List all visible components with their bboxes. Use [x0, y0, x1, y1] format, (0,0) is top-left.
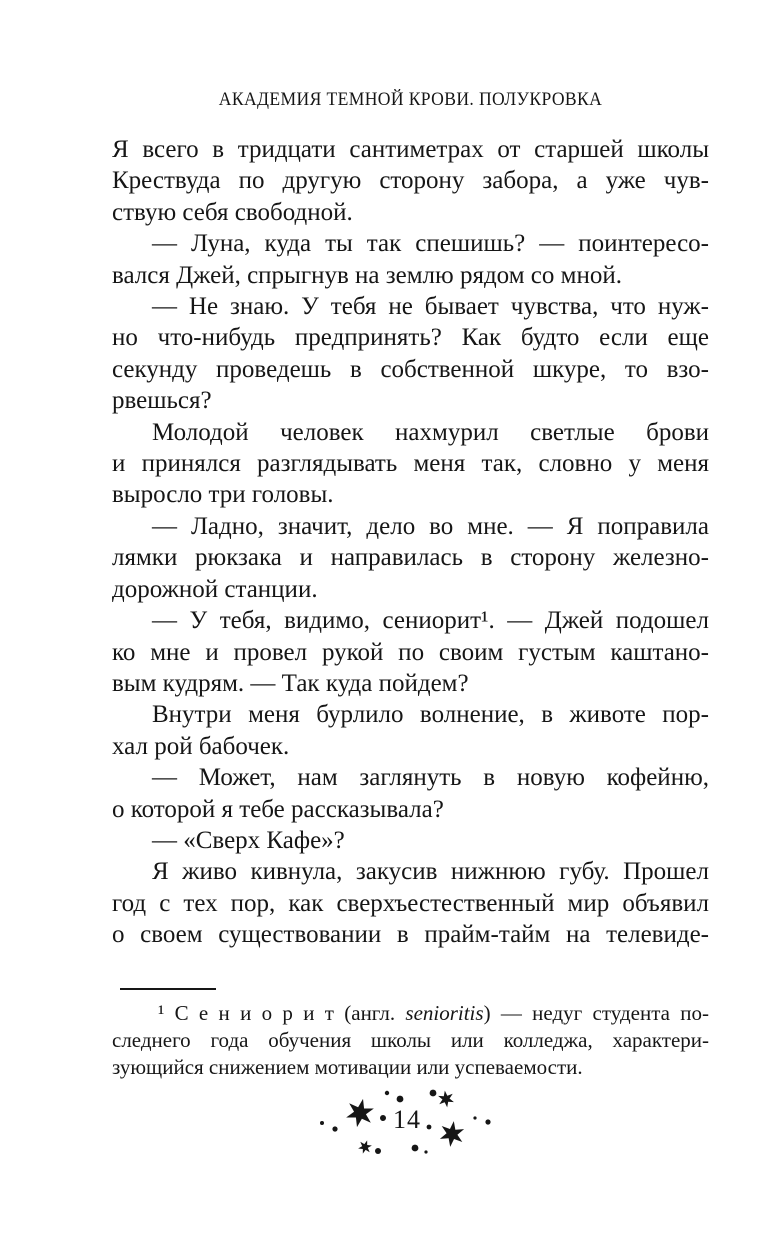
- footnote-line: зующийся снижением мотивации или успеваемости.: [112, 1055, 583, 1079]
- text-line: ствую себя свободной.: [112, 198, 353, 226]
- text-line: Я всего в тридцати сантиметрах от старшей школы: [112, 136, 709, 163]
- text-line: Крествуда по другую сторону забора, а уже чув-: [112, 167, 709, 195]
- footnote-line: [112, 1000, 709, 1027]
- text-line: рвешься?: [112, 387, 212, 415]
- text-line: Я живо кивнула, закусив нижнюю губу. Прошел: [152, 858, 709, 886]
- footnote-term: С е н и о р и т: [174, 1001, 334, 1025]
- text-line: выросло три головы.: [112, 481, 334, 509]
- text-line: хал рой бабочек.: [112, 732, 290, 760]
- text-line: — Луна, куда ты так спешишь? — поинтересо-: [152, 230, 709, 258]
- text-line: — Не знаю. У тебя не бывает чувства, что нуж-: [152, 293, 709, 321]
- text-line: Молодой человек нахмурил светлые брови: [152, 418, 709, 446]
- text-line: вым кудрям. — Так куда пойдем?: [112, 669, 469, 697]
- text-line: дорожной станции.: [112, 575, 318, 603]
- text-line: — Может, нам заглянуть в новую кофейню,: [152, 764, 709, 792]
- running-head: АКАДЕМИЯ ТЕМНОЙ КРОВИ. ПОЛУКРОВКА: [218, 90, 603, 110]
- dot-icon: [424, 1150, 427, 1153]
- footnote-line: следнего года обучения школы или колледжа, характери-: [112, 1028, 709, 1052]
- text-line: секунду проведешь в собственной шкуре, то взо-: [112, 355, 709, 383]
- footnote-text: ) — недуг студента по-: [483, 1001, 709, 1025]
- footnote-latin-term: senioritis: [405, 1001, 484, 1025]
- dot-icon: [430, 1090, 437, 1097]
- text-line: но что-нибудь предпринять? Как будто если еще: [112, 324, 709, 352]
- text-line: и принялся разглядывать меня так, словно у меня: [112, 450, 709, 478]
- text-line: год с тех пор, как сверхъестественный мир объявил: [112, 889, 709, 917]
- text-line: вался Джей, спрыгнув на землю рядом со мной.: [112, 261, 622, 289]
- footnote-text: (англ.: [333, 1001, 406, 1025]
- dot-icon: [375, 1148, 381, 1154]
- dot-icon: [412, 1145, 419, 1152]
- footnote: [112, 1000, 709, 1081]
- star-icon: [357, 1138, 373, 1155]
- footnote-divider: [120, 988, 216, 990]
- footnote-marker: ¹: [158, 1001, 175, 1025]
- dot-icon: [385, 1091, 389, 1095]
- text-line: — «Сверх Кафе»?: [152, 826, 345, 854]
- text-line: ко мне и провел рукой по своим густым каштано-: [112, 638, 709, 666]
- text-line: лямки рюкзака и направилась в сторону железно-: [112, 544, 709, 572]
- dot-icon: [397, 1096, 404, 1103]
- text-line: о своем существовании в прайм-тайм на телевиде-: [112, 921, 709, 949]
- text-line: — У тебя, видимо, сениорит¹. — Джей подошел: [152, 607, 709, 635]
- body-text: [112, 134, 709, 951]
- text-line: Внутри меня бурлило волнение, в животе пор-: [152, 701, 709, 729]
- text-line: — Ладно, значит, дело во мне. — Я поправила: [152, 512, 709, 540]
- page-number: 14: [393, 1105, 421, 1134]
- text-line: о которой я тебе рассказывала?: [112, 795, 444, 823]
